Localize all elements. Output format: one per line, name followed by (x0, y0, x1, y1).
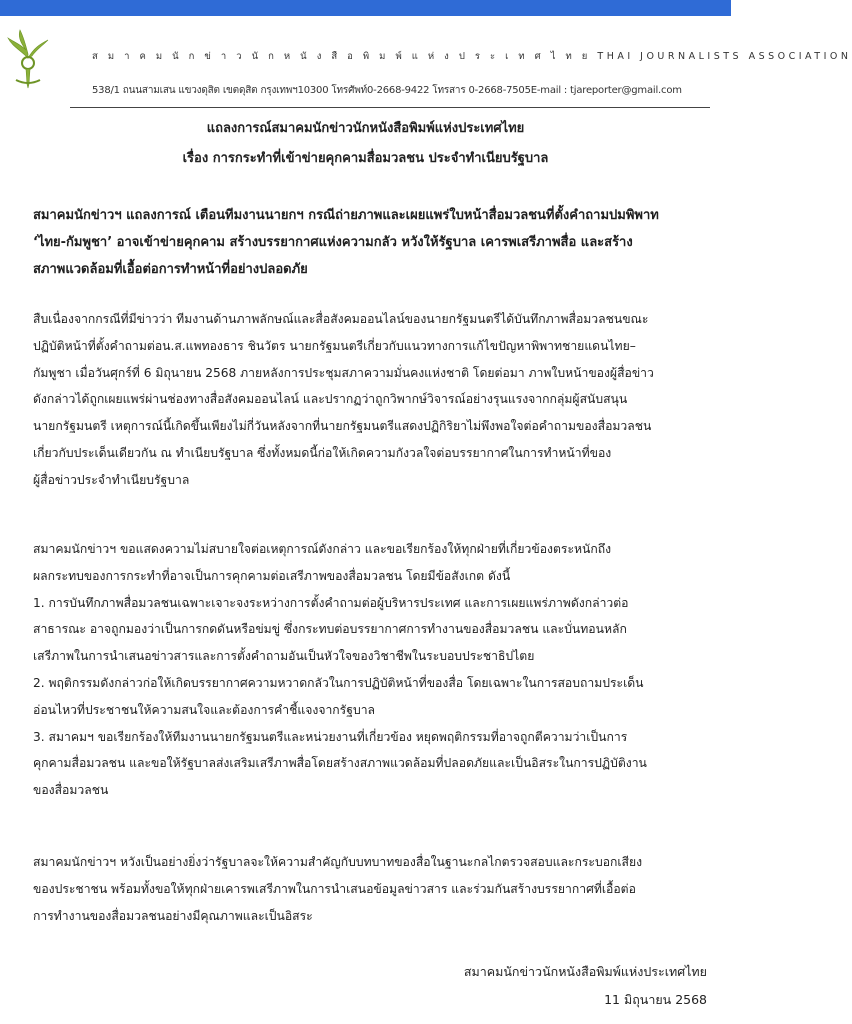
paragraph-line: อ่อนไหวที่ประชาชนให้ความสนใจและต้องการคำชี้แจงจากรัฐบาล (33, 702, 375, 717)
paragraph-line: 2. พฤติกรรมดังกล่าวก่อให้เกิดบรรยากาศความหวาดกลัวในการปฏิบัติหน้าที่ของสื่อ โดยเฉพาะในการสอบถามประเด็น (33, 675, 644, 690)
paragraph-line: ผลกระทบของการกระทำที่อาจเป็นการคุกคามต่อเสรีภาพของสื่อมวลชน โดยมีข้อสังเกต ดังนี้ (33, 568, 511, 583)
paragraph-line: สาธารณะ อาจถูกมองว่าเป็นการกดดันหรือข่มขู่ ซึ่งกระทบต่อบรรยากาศการทำงานของสื่อมวลชน และบั่นทอนหลัก (33, 622, 627, 637)
paragraph-line: กัมพูชา เมื่อวันศุกร์ที่ 6 มิถุนายน 2568 ภายหลังการประชุมสภาความมั่นคงแห่งชาติ โดยต่อมา ภาพใบหน้าของผู้สื่อข่าว (33, 365, 654, 380)
paragraph-line: 3. สมาคมฯ ขอเรียกร้องให้ทีมงานนายกรัฐมนตรีและหน่วยงานที่เกี่ยวข้อง หยุดพฤติกรรมที่อาจถูกตีความว่าเป็นการ (33, 729, 628, 744)
signature-block (307, 958, 707, 1014)
paragraph-line: การทำงานของสื่อมวลชนอย่างมีคุณภาพและเป็นอิสระ (33, 908, 313, 923)
paragraph-line: ปฏิบัติหน้าที่ตั้งคำถามต่อน.ส.แพทองธาร ชินวัตร นายกรัฐมนตรีเกี่ยวกับแนวทางการแก้ไขปัญหาพิพาทชายแดนไทย– (33, 338, 636, 353)
paragraph-line: 1. การบันทึกภาพสื่อมวลชนเฉพาะเจาะจงระหว่างการตั้งคำถามต่อผู้บริหารประเทศ และการเผยแพร่ภาพดังกล่าวต่อ (33, 595, 629, 610)
paragraph-line: คุกคามสื่อมวลชน และขอให้รัฐบาลส่งเสริมเสรีภาพสื่อโดยสร้างสภาพแวดล้อมที่ปลอดภัยและเป็นอิสระในการปฏิบัติงาน (33, 756, 647, 771)
paragraph-conclusion (33, 849, 723, 929)
paragraph-line: เกี่ยวกับประเด็นเดียวกัน ณ ทำเนียบรัฐบาล ซึ่งทั้งหมดนี้ก่อให้เกิดความกังวลใจต่อบรรยากาศในการทำหน้าที่ของ (33, 445, 612, 460)
signature-org: สมาคมนักข่าวนักหนังสือพิมพ์แห่งประเทศไทย (463, 964, 707, 979)
paragraph-line: ของประชาชน พร้อมทั้งขอให้ทุกฝ่ายเคารพเสรีภาพในการนำเสนอข้อมูลข่าวสาร และร่วมกันสร้างบรรยากาศที่เอื้อต่อ (33, 881, 636, 896)
paragraph-line: ผู้สื่อข่าวประจำทำเนียบรัฐบาล (33, 472, 190, 487)
paragraph-line: สืบเนื่องจากกรณีที่มีข่าวว่า ทีมงานด้านภาพลักษณ์และสื่อสังคมออนไลน์ของนายกรัฐมนตรีได้บันทึกภาพสื่อมวลชนขณะ (33, 312, 649, 326)
top-accent-bar (0, 0, 731, 16)
summary-line: สมาคมนักข่าวฯ แถลงการณ์ เตือนทีมงานนายกฯ กรณีถ่ายภาพและเผยแพร่ใบหน้าสื่อมวลชนที่ตั้งคำถามปมพิพาท (33, 208, 659, 223)
association-name: ส ม า ค ม นั ก ข่ า ว นั ก ห นั ง สื อ พิ ม พ์ แ ห่ ง ป ร ะ เ ท ศ ไ ท ย THAI JOURNALISTS ASSOCIATION (92, 51, 852, 62)
paragraph-line: สมาคมนักข่าวฯ ขอแสดงความไม่สบายใจต่อเหตุการณ์ดังกล่าว และขอเรียกร้องให้ทุกฝ่ายที่เกี่ยวข้องตระหนักถึง (33, 542, 612, 556)
paragraph-background (33, 306, 723, 494)
signature-date: 11 มิถุนายน 2568 (604, 992, 707, 1007)
summary-block (33, 202, 723, 283)
paragraph-line: ดังกล่าวได้ถูกเผยแพร่ผ่านช่องทางสื่อสังคมออนไลน์ และปรากฏว่าถูกวิพากษ์วิจารณ์อย่างรุนแรงจากกลุ่มผู้สนับสนุน (33, 392, 628, 407)
summary-line: สภาพแวดล้อมที่เอื้อต่อการทำหน้าที่อย่างปลอดภัย (33, 262, 308, 277)
statement-subject: เรื่อง การกระทำที่เข้าข่ายคุกคามสื่อมวลชน ประจำทำเนียบรัฐบาล (182, 151, 549, 166)
association-address: 538/1 ถนนสามเสน แขวงดุสิต เขตดุสิต กรุงเทพฯ10300 โทรศัพท์0-2668-9422 โทรสาร 0-2668-7505E-mail : tjareporter@gmail.com (92, 85, 682, 96)
paragraph-line: สมาคมนักข่าวฯ หวังเป็นอย่างยิ่งว่ารัฐบาลจะให้ความสำคัญกับบทบาทของสื่อในฐานะกลไกตรวจสอบและกระบอกเสียง (33, 855, 643, 869)
journalist-association-emblem-icon (6, 28, 50, 90)
summary-line: ‘ไทย-กัมพูชา’ อาจเข้าข่ายคุกคาม สร้างบรรยากาศแห่งความกลัว หวังให้รัฐบาล เคารพเสรีภาพสื่อ และสร้าง (33, 235, 633, 250)
statement-title: แถลงการณ์สมาคมนักข่าวนักหนังสือพิมพ์แห่งประเทศไทย (206, 121, 525, 136)
paragraph-line: ของสื่อมวลชน (33, 783, 109, 798)
header-divider (70, 107, 710, 108)
paragraph-observations (33, 536, 723, 804)
paragraph-line: นายกรัฐมนตรี เหตุการณ์นี้เกิดขึ้นเพียงไม่กี่วันหลังจากที่นายกรัฐมนตรีแสดงปฏิกิริยาไม่พึงพอใจต่อคำถามของสื่อมวลชน (33, 419, 652, 434)
paragraph-line: เสรีภาพในการนำเสนอข่าวสารและการตั้งคำถามอันเป็นหัวใจของวิชาชีพในระบอบประชาธิปไตย (33, 649, 535, 664)
